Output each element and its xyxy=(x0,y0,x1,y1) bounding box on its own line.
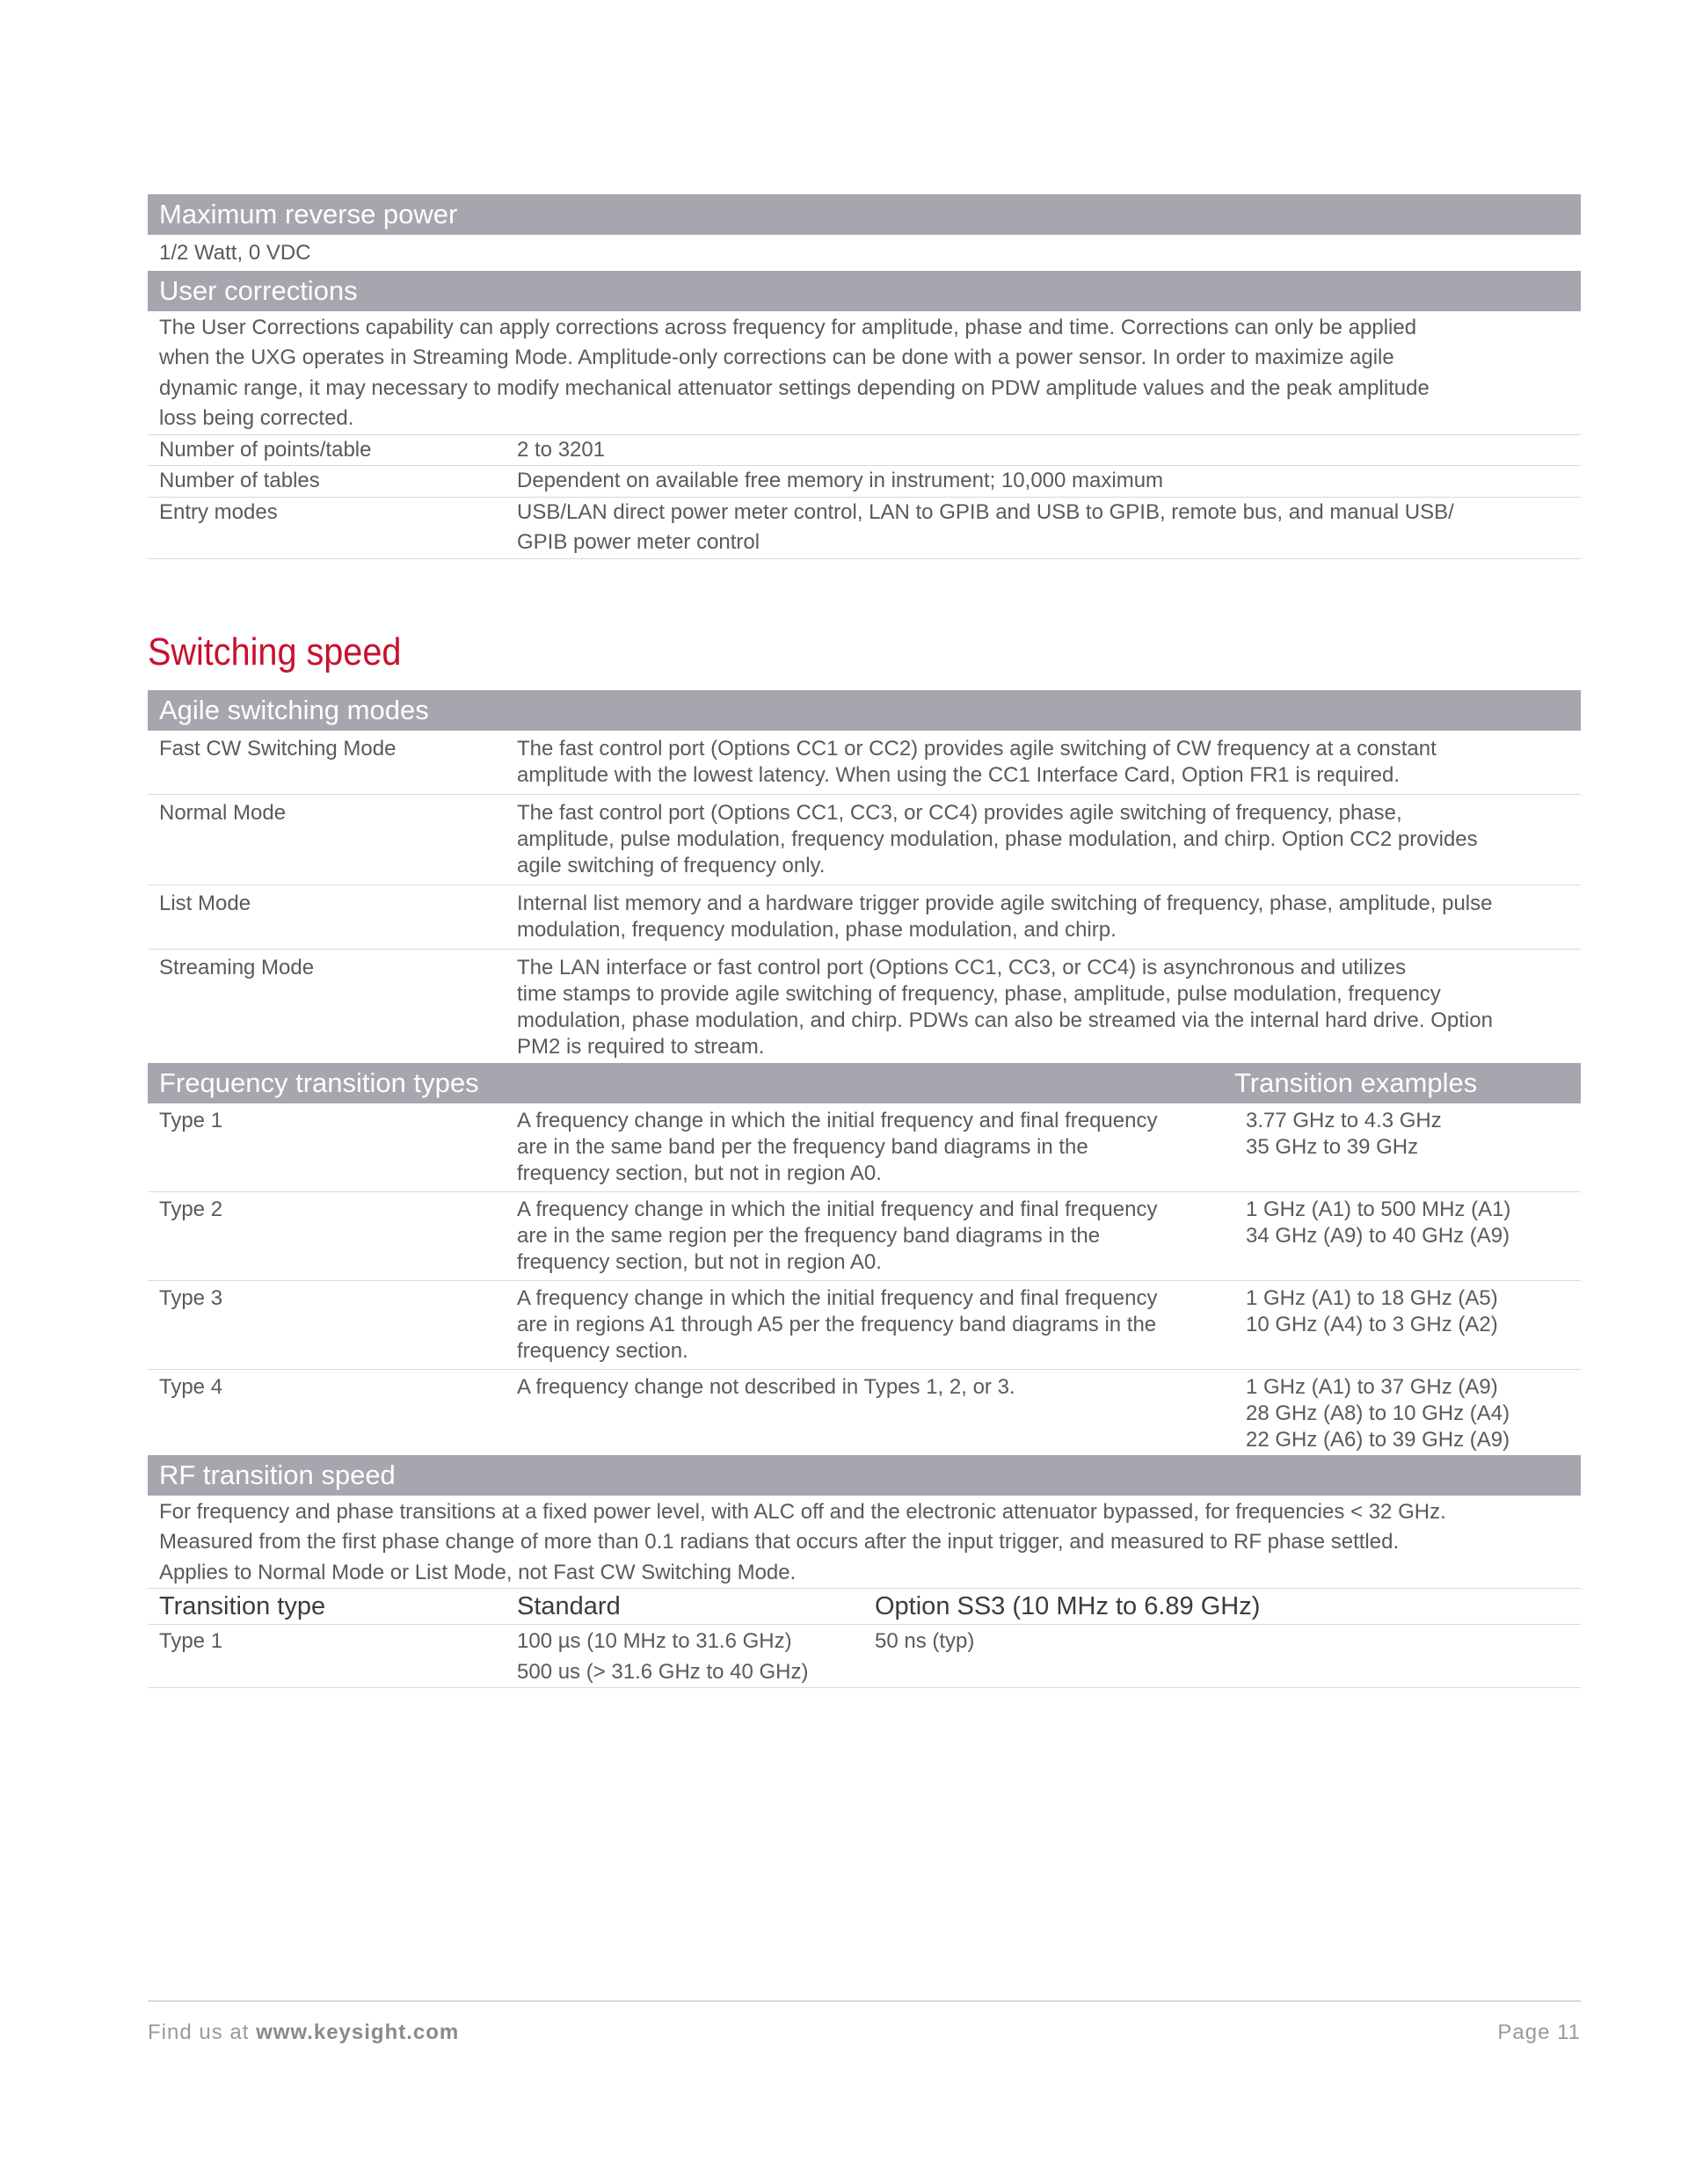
row-value-line: modulation, phase modulation, and chirp. PDWs can also be streamed via the internal hard drive. Option xyxy=(517,1008,1493,1032)
table-row xyxy=(148,1370,1581,1455)
example-line: 1 GHz (A1) to 18 GHz (A5) xyxy=(1246,1285,1498,1310)
row-value-line: are in regions A1 through A5 per the frequency band diagrams in the xyxy=(517,1312,1157,1336)
row-value-line: The LAN interface or fast control port (Options CC1, CC3, or CC4) is asynchronous and utilizes xyxy=(517,955,1407,979)
row-value-line: are in the same band per the frequency band diagrams in the xyxy=(517,1134,1088,1159)
row-value xyxy=(517,800,1563,879)
example-line: 3.77 GHz to 4.3 GHz xyxy=(1246,1108,1442,1132)
row-label: Entry modes xyxy=(159,499,278,524)
row-value xyxy=(517,1627,875,1687)
table-row xyxy=(148,1103,1581,1192)
table-header-row xyxy=(148,1588,1581,1625)
reverse-power-heading-text: Maximum reverse power xyxy=(159,199,458,229)
row-value xyxy=(875,1627,1581,1687)
row-value-line: Dependent on available free memory in instrument; 10,000 maximum xyxy=(517,469,1164,492)
row-value-line: time stamps to provide agile switching of frequency, phase, amplitude, pulse modulation, frequency xyxy=(517,981,1441,1006)
agile-switching-heading-text: Agile switching modes xyxy=(159,694,429,725)
row-value-line: amplitude, pulse modulation, frequency modulation, phase modulation, and chirp. Option CC2 provides xyxy=(517,826,1478,851)
footer-prefix: Find us at xyxy=(148,2020,257,2044)
frequency-transition-heading xyxy=(148,1063,1581,1103)
row-label: Type 4 xyxy=(159,1374,223,1399)
row-value-line: frequency section, but not in region A0. xyxy=(517,1249,882,1274)
description-line: when the UXG operates in Streaming Mode. Amplitude-only corrections can be done with a power sensor. In order to maximize agile xyxy=(159,346,1394,369)
row-value xyxy=(517,498,1581,558)
example-line: 22 GHz (A6) to 39 GHz (A9) xyxy=(1246,1427,1510,1452)
row-value-line: 500 us (> 31.6 GHz to 40 GHz) xyxy=(517,1659,809,1684)
row-value-line: frequency section. xyxy=(517,1338,688,1363)
row-label: Number of points/table xyxy=(159,437,372,462)
row-value-line: A frequency change in which the initial frequency and final frequency xyxy=(517,1108,1158,1132)
rf-transition-heading-text: RF transition speed xyxy=(159,1459,396,1490)
row-value xyxy=(517,955,1563,1060)
row-value-line: agile switching of frequency only. xyxy=(517,853,826,877)
transition-examples-heading-text: Transition examples xyxy=(1234,1067,1478,1098)
reverse-power-value: 1/2 Watt, 0 VDC xyxy=(159,241,311,265)
row-label: List Mode xyxy=(159,891,251,915)
description-line: The User Corrections capability can apply corrections across frequency for amplitude, phase and time. Corrections can only be applied xyxy=(159,315,1417,339)
example-line: 35 GHz to 39 GHz xyxy=(1246,1134,1419,1159)
column-header: Transition type xyxy=(159,1592,326,1620)
row-value-line: frequency section, but not in region A0. xyxy=(517,1161,882,1185)
row-value-line: A frequency change not described in Types 1, 2, or 3. xyxy=(517,1374,1015,1399)
table-row xyxy=(148,435,1581,467)
rf-transition-heading xyxy=(148,1455,1581,1496)
description-line: Measured from the first phase change of more than 0.1 radians that occurs after the input trigger, and measured to RF phase settled. xyxy=(159,1530,1400,1554)
rf-transition-description xyxy=(148,1496,1581,1589)
row-label: Fast CW Switching Mode xyxy=(159,736,397,761)
row-label: Type 1 xyxy=(159,1629,223,1653)
row-value-line: 100 µs (10 MHz to 31.6 GHz) xyxy=(517,1629,792,1653)
row-examples xyxy=(1246,1197,1581,1276)
row-label: Normal Mode xyxy=(159,800,287,825)
example-line: 1 GHz (A1) to 500 MHz (A1) xyxy=(1246,1197,1511,1221)
description-line: dynamic range, it may necessary to modify mechanical attenuator settings depending on PDW amplitude values and the peak amplitude xyxy=(159,375,1430,400)
row-value xyxy=(517,435,1581,466)
row-value xyxy=(517,1374,1246,1453)
row-value-line: amplitude with the lowest latency. When using the CC1 Interface Card, Option FR1 is required. xyxy=(517,762,1401,787)
row-examples xyxy=(1246,1285,1581,1365)
row-examples xyxy=(1246,1108,1581,1187)
row-value-line: Internal list memory and a hardware trigger provide agile switching of frequency, phase, amplitude, pulse xyxy=(517,891,1493,915)
footer-divider xyxy=(148,2000,1581,2002)
description-line: loss being corrected. xyxy=(159,406,354,430)
row-value-line: 50 ns (typ) xyxy=(875,1629,975,1653)
row-label: Type 3 xyxy=(159,1285,223,1310)
section-title: Switching speed xyxy=(148,630,402,673)
row-label: Number of tables xyxy=(159,469,320,492)
table-row xyxy=(148,885,1581,950)
example-line: 10 GHz (A4) to 3 GHz (A2) xyxy=(1246,1312,1498,1336)
row-value xyxy=(517,466,1581,497)
table-row xyxy=(148,1625,1581,1688)
row-value-line: A frequency change in which the initial frequency and final frequency xyxy=(517,1197,1158,1221)
row-value-line: modulation, frequency modulation, phase modulation, and chirp. xyxy=(517,917,1117,942)
row-value xyxy=(517,736,1563,789)
row-value-line: 2 to 3201 xyxy=(517,437,606,462)
row-value-line: PM2 is required to stream. xyxy=(517,1034,765,1059)
user-corrections-heading xyxy=(148,271,1581,311)
footer-link[interactable] xyxy=(148,2020,459,2045)
row-value xyxy=(517,1108,1246,1187)
column-header: Option SS3 (10 MHz to 6.89 GHz) xyxy=(875,1592,1261,1620)
row-value-line: USB/LAN direct power meter control, LAN to GPIB and USB to GPIB, remote bus, and manual USB/ xyxy=(517,499,1454,524)
user-corrections-description xyxy=(148,311,1581,435)
row-value-line: are in the same region per the frequency band diagrams in the xyxy=(517,1223,1101,1248)
table-row xyxy=(148,950,1581,1063)
description-line: For frequency and phase transitions at a fixed power level, with ALC off and the electronic attenuator bypassed, for frequencies < 32 GHz. xyxy=(159,1499,1446,1524)
row-label: Type 2 xyxy=(159,1197,223,1221)
row-label: Type 1 xyxy=(159,1108,223,1132)
table-row xyxy=(148,466,1581,498)
row-value-line: A frequency change in which the initial frequency and final frequency xyxy=(517,1285,1158,1310)
footer-url[interactable]: www.keysight.com xyxy=(256,2020,460,2044)
column-header: Standard xyxy=(517,1592,621,1620)
row-label: Streaming Mode xyxy=(159,955,315,979)
row-examples xyxy=(1246,1374,1581,1453)
table-row xyxy=(148,498,1581,559)
frequency-transition-heading-text: Frequency transition types xyxy=(159,1067,479,1098)
reverse-power-heading xyxy=(148,194,1581,235)
agile-switching-heading xyxy=(148,690,1581,731)
table-row xyxy=(148,1192,1581,1281)
row-value xyxy=(517,1197,1246,1276)
description-line: Applies to Normal Mode or List Mode, not Fast CW Switching Mode. xyxy=(159,1560,797,1584)
row-value xyxy=(517,1285,1246,1365)
row-value-line: The fast control port (Options CC1, CC3, or CC4) provides agile switching of frequency, phase, xyxy=(517,800,1402,825)
row-value-line: The fast control port (Options CC1 or CC2) provides agile switching of CW frequency at a constant xyxy=(517,736,1437,761)
row-value-line: GPIB power meter control xyxy=(517,530,760,554)
page-number: Page 11 xyxy=(1497,2020,1581,2044)
table-row xyxy=(148,795,1581,885)
user-corrections-heading-text: User corrections xyxy=(159,274,358,306)
example-line: 34 GHz (A9) to 40 GHz (A9) xyxy=(1246,1223,1510,1248)
row-value xyxy=(517,891,1563,943)
example-line: 28 GHz (A8) to 10 GHz (A4) xyxy=(1246,1401,1510,1425)
page-content xyxy=(148,194,1581,1688)
table-row xyxy=(148,731,1581,795)
table-row xyxy=(148,1281,1581,1370)
example-line: 1 GHz (A1) to 37 GHz (A9) xyxy=(1246,1374,1498,1399)
